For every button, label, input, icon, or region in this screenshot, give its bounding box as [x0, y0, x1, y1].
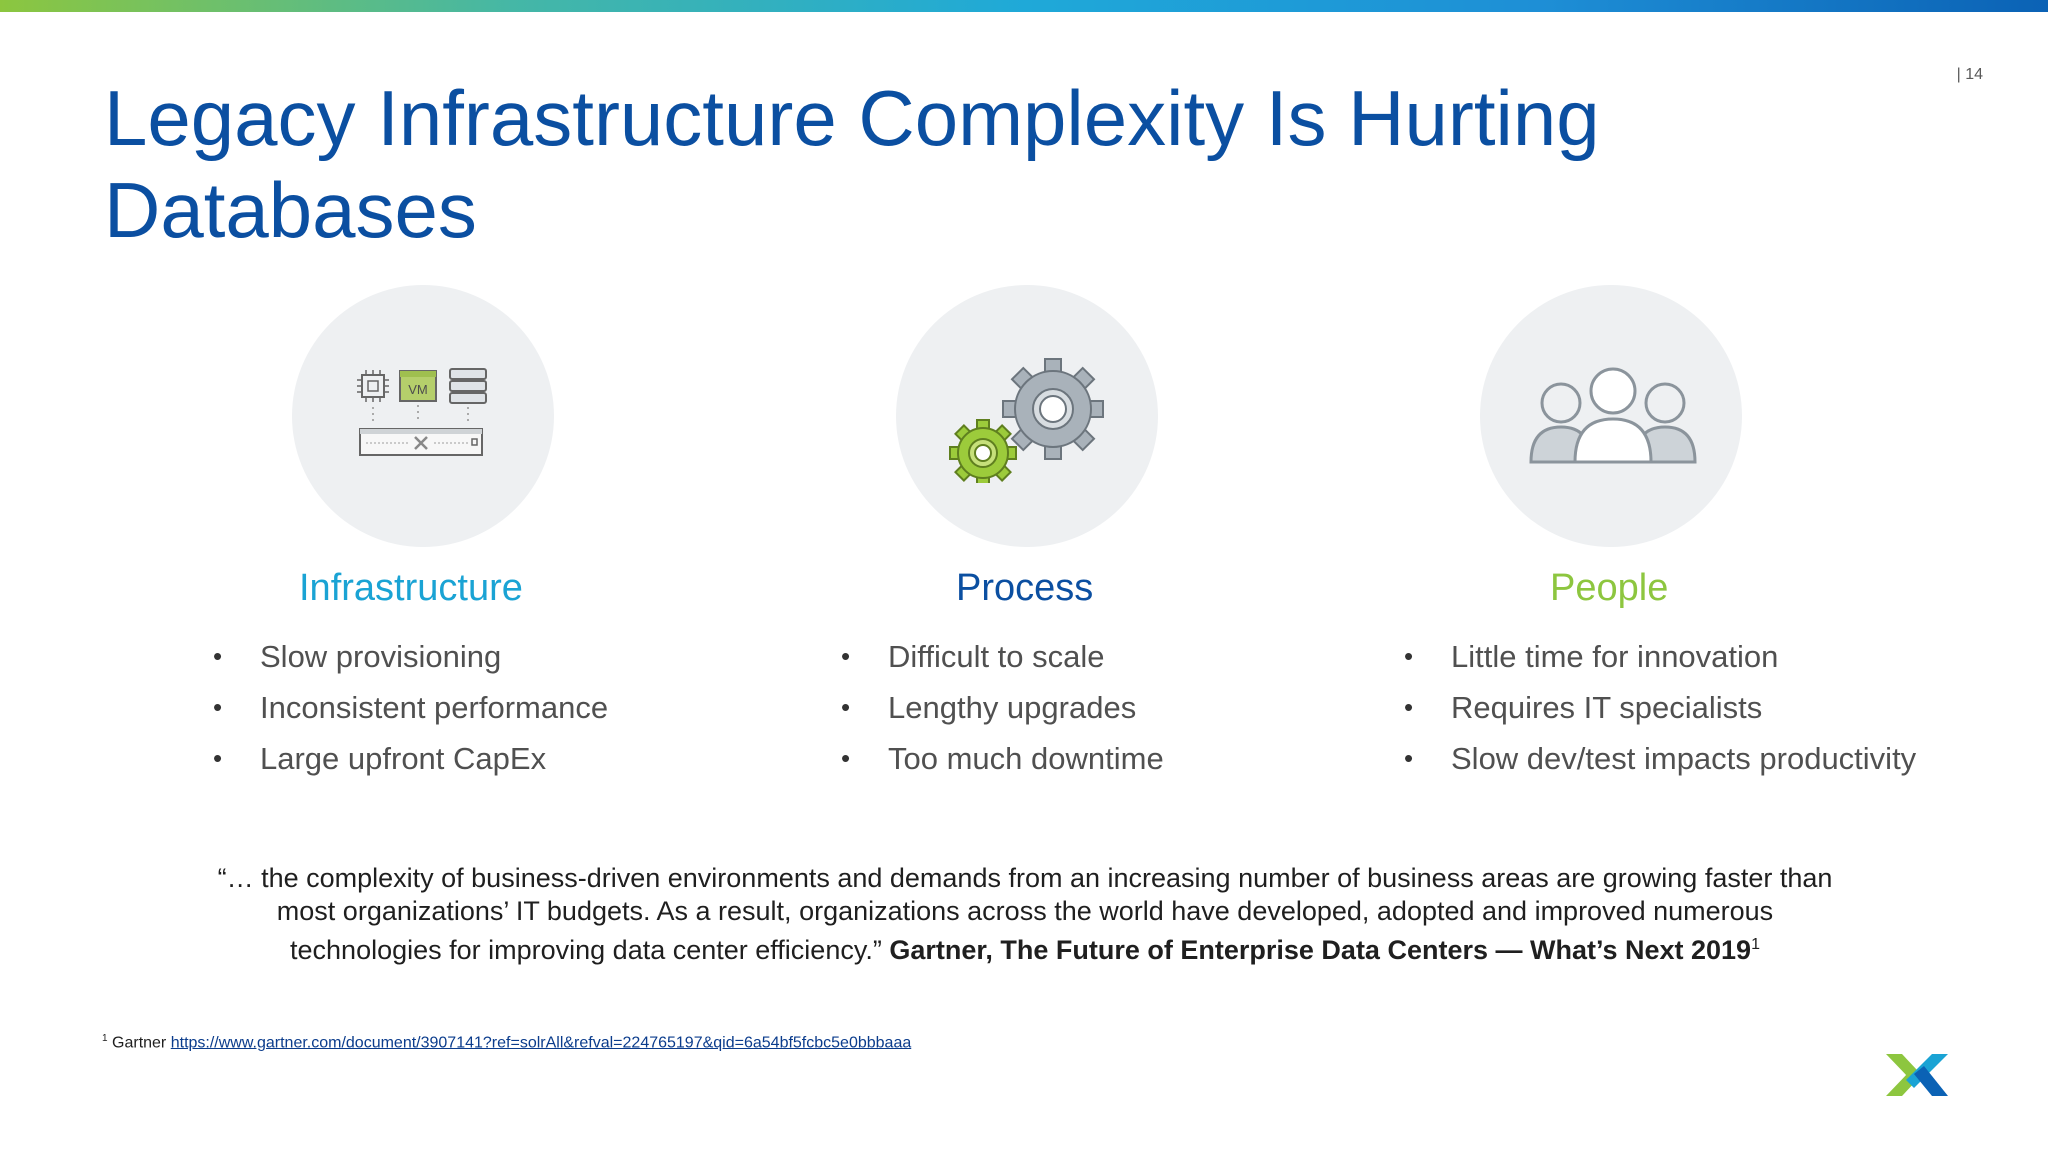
- footnote-label: Gartner: [112, 1034, 167, 1052]
- footnote-mark: 1: [102, 1033, 108, 1044]
- list-item: • Requires IT specialists: [1404, 682, 1916, 733]
- infrastructure-bullets: [213, 631, 608, 784]
- quote-footnote-mark: 1: [1751, 936, 1760, 953]
- gears-icon: [941, 353, 1121, 488]
- list-item: • Lengthy upgrades: [841, 682, 1164, 733]
- infrastructure-icon: [350, 365, 490, 470]
- list-item: • Slow dev/test impacts productivity: [1404, 733, 1916, 784]
- footnote: [102, 1033, 911, 1052]
- list-item: • Difficult to scale: [841, 631, 1164, 682]
- process-bullets: [841, 631, 1164, 784]
- column-infrastructure: [160, 285, 680, 805]
- list-item: • Large upfront CapEx: [213, 733, 608, 784]
- svg-text:VM: VM: [408, 382, 428, 397]
- list-item: • Slow provisioning: [213, 631, 608, 682]
- people-heading: People: [1550, 567, 1669, 609]
- process-heading: Process: [956, 567, 1094, 609]
- people-icon: [1525, 365, 1700, 470]
- list-item: • Too much downtime: [841, 733, 1164, 784]
- quote-text: “… the complexity of business-driven environments and demands from an increasing number of business areas are growing faster than most organizations’ IT budgets. As a result, organizations across the world have developed, adopted and improved numerous technologies for improving data center efficiency.”: [217, 863, 1833, 965]
- column-process: [791, 285, 1311, 805]
- top-gradient-bar: [0, 0, 2048, 12]
- slide-title: Legacy Infrastructure Complexity Is Hurting Databases: [104, 74, 1600, 254]
- list-item: • Inconsistent performance: [213, 682, 608, 733]
- infrastructure-heading: Infrastructure: [299, 567, 523, 609]
- gartner-quote: [210, 862, 1840, 967]
- quote-source: Gartner, The Future of Enterprise Data Centers — What’s Next 2019: [889, 935, 1752, 965]
- list-item: • Little time for innovation: [1404, 631, 1916, 682]
- nutanix-x-logo: [1884, 1052, 1950, 1103]
- people-bullets-list: [1404, 631, 1916, 784]
- slide-number: | 14: [1956, 66, 1983, 83]
- footnote-link[interactable]: https://www.gartner.com/document/3907141?ref=solrAll&refval=224765197&qid=6a54bf5fcbc5e0bbbaaa: [170, 1034, 912, 1052]
